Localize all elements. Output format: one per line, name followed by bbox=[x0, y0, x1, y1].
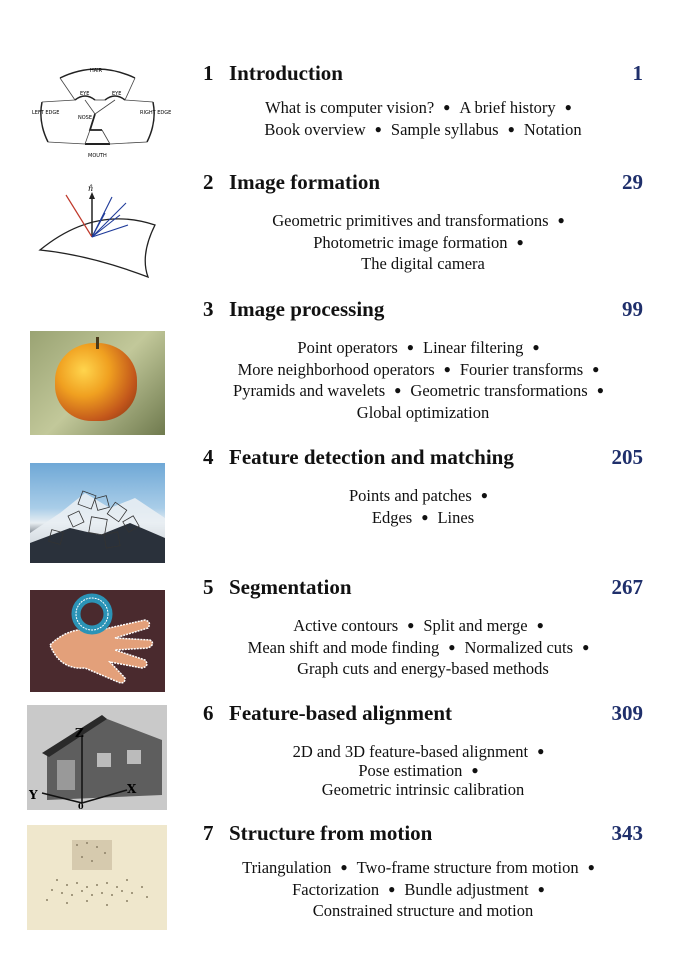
label-left-edge: LEFT EDGE bbox=[32, 110, 60, 116]
surface-normal-diagram bbox=[30, 185, 170, 290]
chapter-heading bbox=[203, 61, 643, 85]
topic[interactable]: Normalized cuts bbox=[464, 637, 574, 657]
page-number[interactable]: 267 bbox=[611, 575, 643, 599]
image-formation-thumbnail bbox=[30, 185, 170, 290]
normal-label: n̂ bbox=[88, 184, 94, 193]
topic[interactable]: Fourier transforms bbox=[459, 359, 584, 379]
house-photo bbox=[27, 705, 167, 810]
topic-list bbox=[203, 97, 643, 140]
bullet-icon: ● bbox=[507, 121, 515, 136]
topic[interactable]: Sample syllabus bbox=[390, 119, 499, 139]
topic[interactable]: Geometric intrinsic calibration bbox=[321, 780, 525, 799]
bullet-icon: ● bbox=[406, 340, 415, 354]
topic[interactable]: Points and patches bbox=[348, 486, 472, 505]
page-number[interactable]: 205 bbox=[611, 445, 643, 469]
axis-z-label: Z bbox=[75, 726, 84, 740]
chapter-number: 6 bbox=[203, 701, 214, 725]
chapter-title[interactable]: Image processing bbox=[229, 297, 385, 321]
page-number[interactable]: 343 bbox=[611, 821, 643, 845]
topic[interactable]: Point operators bbox=[297, 338, 398, 357]
chapter-title[interactable]: Image formation bbox=[229, 170, 381, 194]
topic-list bbox=[203, 857, 643, 922]
topic[interactable]: Split and merge bbox=[423, 616, 528, 635]
bullet-icon: ● bbox=[443, 361, 451, 376]
hand-segmentation bbox=[30, 590, 165, 692]
topic[interactable]: Edges bbox=[371, 507, 413, 527]
topic[interactable]: The digital camera bbox=[361, 254, 485, 273]
topic[interactable]: Constrained structure and motion bbox=[312, 901, 534, 920]
topic-list bbox=[203, 210, 643, 275]
topic[interactable]: A brief history bbox=[459, 98, 556, 117]
mountain-features-thumbnail bbox=[30, 463, 165, 563]
topic[interactable]: Graph cuts and energy-based methods bbox=[297, 659, 549, 678]
topic[interactable]: Global optimization bbox=[356, 402, 490, 422]
chapter-title[interactable]: Feature-based alignment bbox=[229, 701, 453, 725]
topic[interactable]: Geometric primitives and transformations bbox=[272, 211, 549, 230]
chapter-number: 5 bbox=[203, 575, 214, 599]
label-right-edge: RIGHT EDGE bbox=[140, 110, 172, 116]
face-diagram-thumbnail bbox=[30, 62, 172, 162]
label-nose: NOSE bbox=[78, 115, 93, 121]
axis-y-label: Y bbox=[29, 788, 38, 802]
face-diagram bbox=[30, 62, 172, 162]
apple-thumbnail bbox=[30, 331, 165, 435]
bullet-icon: ● bbox=[374, 121, 382, 136]
topic[interactable]: 2D and 3D feature-based alignment bbox=[292, 742, 529, 761]
topic[interactable]: Geometric transformations bbox=[410, 381, 588, 400]
topic-list bbox=[203, 615, 643, 680]
chapter-heading bbox=[203, 445, 643, 469]
label-hair: HAIR bbox=[90, 68, 103, 74]
bullet-icon: ● bbox=[480, 488, 489, 502]
topic[interactable]: Photometric image formation bbox=[313, 232, 508, 252]
bullet-icon: ● bbox=[471, 763, 479, 777]
bullet-icon: ● bbox=[557, 213, 565, 227]
topic[interactable]: Pose estimation bbox=[358, 761, 463, 780]
chapter-number: 4 bbox=[203, 445, 214, 469]
bullet-icon: ● bbox=[407, 618, 415, 632]
hand-segmentation-thumbnail bbox=[30, 590, 165, 692]
sfm-pointcloud-thumbnail bbox=[27, 825, 167, 930]
topic[interactable]: What is computer vision? bbox=[265, 98, 435, 117]
bullet-icon: ● bbox=[564, 100, 572, 114]
bullet-icon: ● bbox=[536, 618, 544, 632]
bullet-icon: ● bbox=[592, 361, 600, 376]
chapter-title[interactable]: Structure from motion bbox=[229, 821, 433, 845]
chapter-number: 3 bbox=[203, 297, 214, 321]
bullet-icon: ● bbox=[443, 100, 451, 114]
topic[interactable]: Lines bbox=[437, 507, 475, 527]
topic[interactable]: Bundle adjustment bbox=[404, 879, 529, 899]
topic[interactable]: Two-frame structure from motion bbox=[356, 858, 579, 877]
bullet-icon: ● bbox=[421, 509, 429, 524]
topic[interactable]: Book overview bbox=[264, 119, 366, 139]
topic-list bbox=[203, 742, 643, 799]
label-eye-right: EYE bbox=[112, 91, 122, 97]
topic[interactable]: Mean shift and mode finding bbox=[247, 637, 440, 657]
chapter-number: 7 bbox=[203, 821, 214, 845]
topic[interactable]: Pyramids and wavelets bbox=[233, 381, 386, 400]
bullet-icon: ● bbox=[596, 383, 604, 397]
chapter-number: 1 bbox=[203, 61, 214, 85]
axis-x-label: X bbox=[127, 782, 137, 796]
bullet-icon: ● bbox=[537, 744, 545, 758]
page-number[interactable]: 309 bbox=[611, 701, 643, 725]
bullet-icon: ● bbox=[537, 881, 545, 896]
bullet-icon: ● bbox=[587, 860, 595, 874]
page-number[interactable]: 1 bbox=[632, 61, 643, 85]
topic[interactable]: Triangulation bbox=[242, 858, 332, 877]
label-eye-left: EYE bbox=[80, 91, 90, 97]
house-alignment-thumbnail bbox=[27, 705, 167, 810]
topic[interactable]: Linear filtering bbox=[423, 338, 524, 357]
bullet-icon: ● bbox=[516, 234, 524, 249]
topic[interactable]: Factorization bbox=[292, 879, 380, 899]
bullet-icon: ● bbox=[388, 881, 396, 896]
chapter-title[interactable]: Feature detection and matching bbox=[229, 445, 514, 469]
topic[interactable]: More neighborhood operators bbox=[237, 359, 435, 379]
topic[interactable]: Active contours bbox=[293, 616, 399, 635]
chapter-heading bbox=[203, 701, 643, 725]
topic[interactable]: Notation bbox=[523, 119, 582, 139]
chapter-heading bbox=[203, 297, 643, 321]
topic-list bbox=[203, 485, 643, 528]
bullet-icon: ● bbox=[394, 383, 402, 397]
chapter-number: 2 bbox=[203, 170, 214, 194]
bullet-icon: ● bbox=[532, 340, 540, 354]
bullet-icon: ● bbox=[340, 860, 348, 874]
chapter-title[interactable]: Segmentation bbox=[229, 575, 352, 599]
bullet-icon: ● bbox=[582, 639, 590, 654]
chapter-heading bbox=[203, 821, 643, 845]
topic-list bbox=[203, 337, 643, 423]
bullet-icon: ● bbox=[448, 639, 456, 654]
chapter-heading bbox=[203, 170, 643, 194]
feature-patches bbox=[30, 463, 165, 563]
apple-image bbox=[55, 343, 137, 421]
page-number[interactable]: 99 bbox=[622, 297, 643, 321]
chapter-title[interactable]: Introduction bbox=[229, 61, 343, 85]
label-mouth: MOUTH bbox=[88, 153, 107, 159]
chapter-heading bbox=[203, 575, 643, 599]
origin-label: 0 bbox=[78, 801, 84, 811]
point-cloud bbox=[27, 825, 167, 930]
page-number[interactable]: 29 bbox=[622, 170, 643, 194]
